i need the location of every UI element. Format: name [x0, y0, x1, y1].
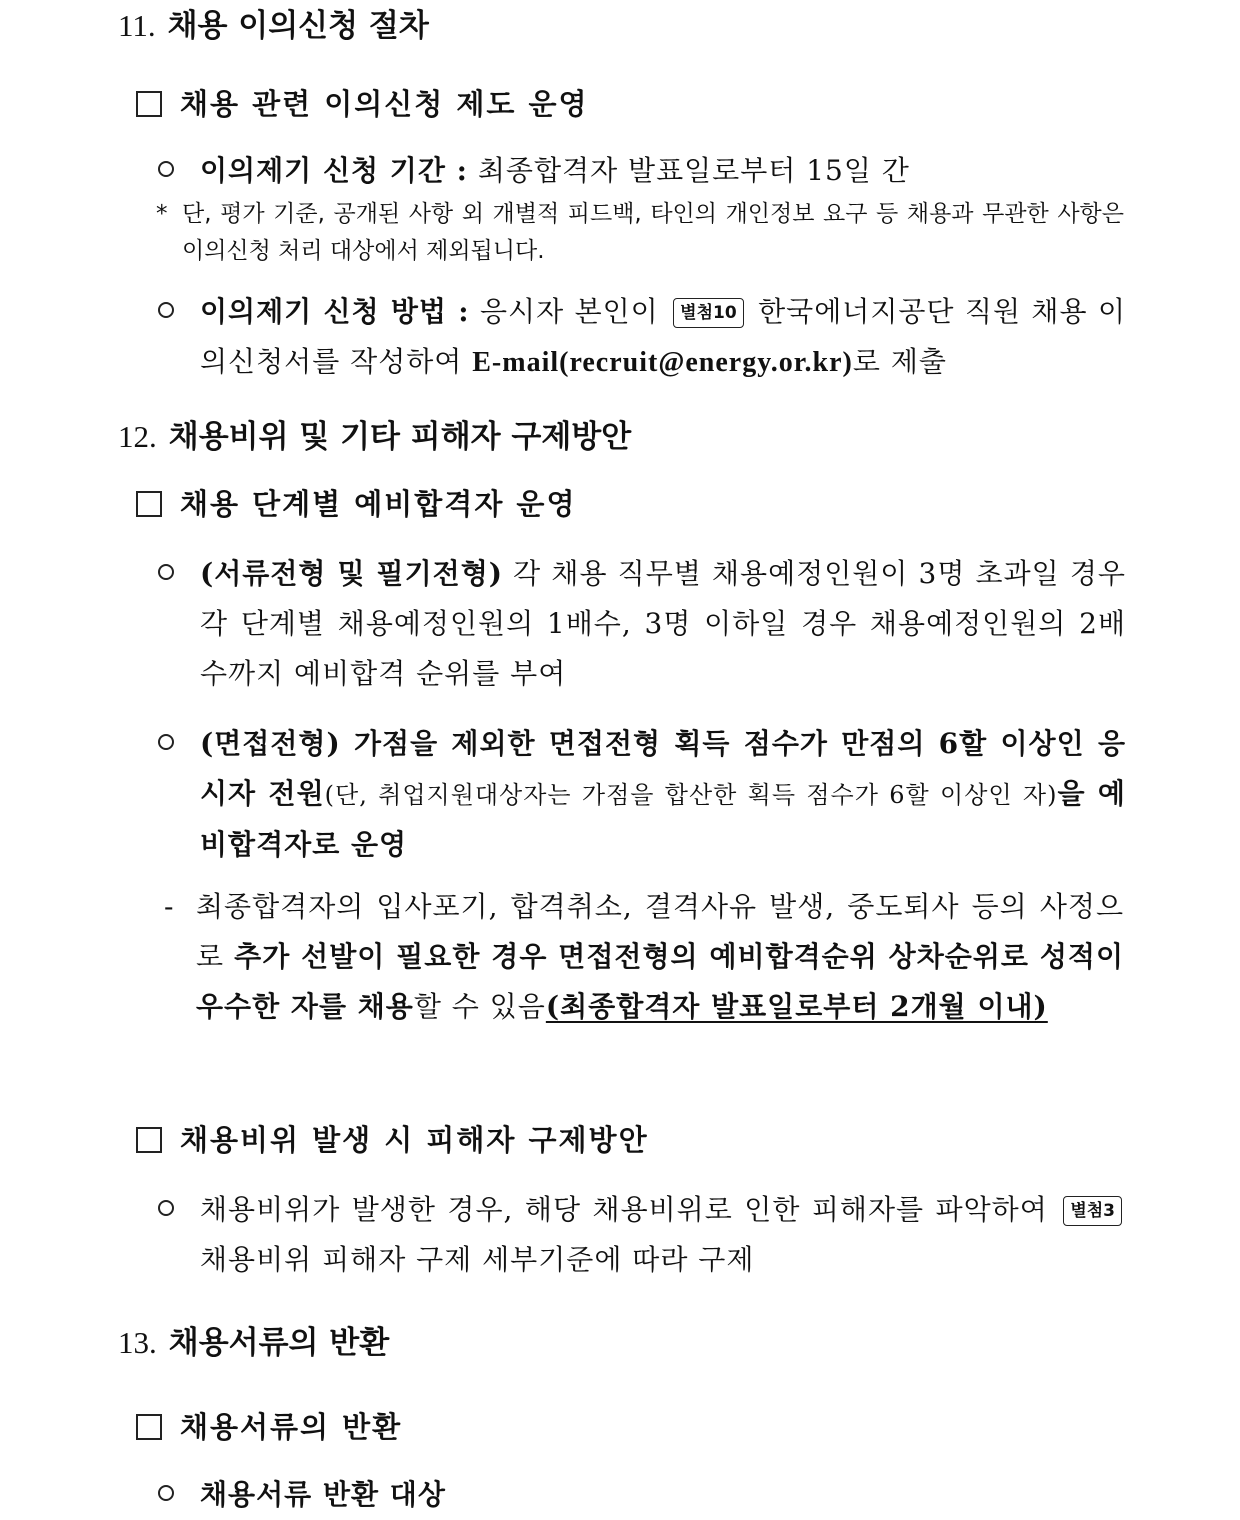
box-heading-relief: 채용비위 발생 시 피해자 구제방안: [136, 1120, 649, 1160]
dash-mark: -: [164, 890, 175, 923]
asterisk-mark: *: [156, 201, 168, 227]
section-number: 13.: [118, 1325, 157, 1360]
box-heading-reserve: 채용 단계별 예비합격자 운영: [136, 484, 576, 524]
box-heading-return: 채용서류의 반환: [136, 1407, 402, 1447]
circle-bullet-icon: [158, 549, 182, 599]
appeal-note: [156, 196, 1124, 270]
interview-note: (단, 취업지원대상자는 가점을 합산한 획득 점수가 6할 이상인 자): [324, 781, 1058, 809]
attachment-tag: 별첨3: [1063, 1196, 1122, 1226]
appeal-period-label: 이의제기 신청 기간 :: [200, 154, 468, 187]
interview-item: (면접전형) 가점을 제외한 면접전형 획득 점수가 만점의 6할 이상인 응시자 전원(단, 취업지원대상자는 가점을 합산한 획득 점수가 6할 이상인 자)을 예비합격자로 운영: [158, 719, 1126, 870]
doc-written-label: (서류전형 및 필기전형): [200, 557, 503, 590]
appeal-method-label: 이의제기 신청 방법 :: [200, 295, 470, 328]
appeal-email: E-mail(recruit@energy.or.kr): [472, 347, 853, 378]
circle-bullet-icon: [158, 719, 182, 769]
section-number: 11.: [118, 8, 156, 43]
circle-bullet-icon: [158, 1185, 182, 1235]
section-title: 채용서류의 반환: [168, 1325, 390, 1361]
box-heading-appeal: 채용 관련 이의신청 제도 운영: [136, 84, 589, 124]
square-bullet-icon: [136, 1127, 162, 1153]
square-bullet-icon: [136, 91, 162, 117]
return-target-label: 채용서류 반환 대상: [200, 1478, 446, 1511]
square-bullet-icon: [136, 1414, 162, 1440]
additional-selection-item: - 최종합격자의 입사포기, 합격취소, 결격사유 발생, 중도퇴사 등의 사정으로 추가 선발이 필요한 경우 면접전형의 예비합격순위 상차순위로 성적이 우수한 자를 채용할 수 있음(최종합격자 발표일로부터 2개월 이내): [164, 882, 1124, 1032]
section-title: 채용비위 및 기타 피해자 구제방안: [168, 419, 632, 455]
additional-selection-deadline: (최종합격자 발표일로부터 2개월 이내): [545, 990, 1048, 1023]
section-title: 채용 이의신청 절차: [167, 8, 429, 44]
doc-written-item: [158, 549, 1126, 699]
appeal-period-item: [158, 146, 1126, 196]
section-number: 12.: [118, 419, 157, 454]
section-heading-12: [118, 417, 631, 457]
appeal-method-item: 이의제기 신청 방법 : 응시자 본인이 별첨10 한국에너지공단 직원 채용 이의신청서를 작성하여 E-mail(recruit@energy.or.kr)로 제출: [158, 287, 1126, 388]
circle-bullet-icon: [158, 1470, 182, 1520]
section-heading-11: [118, 6, 429, 46]
additional-selection-bold: 추가 선발이 필요한 경우 면접전형의 예비합격순위 상차순위로 성적이 우수한 자를 채용: [196, 940, 1124, 1023]
circle-bullet-icon: [158, 287, 182, 337]
doc-written-text: 각 채용 직무별 채용예정인원이 3명 초과일 경우 각 단계별 채용예정인원의 1배수, 3명 이하일 경우 채용예정인원의 2배수까지 예비합격 순위를 부여: [200, 557, 1126, 690]
appeal-period-text: 최종합격자 발표일로부터 15일 간: [477, 154, 910, 187]
square-bullet-icon: [136, 491, 162, 517]
interview-text-bold: (면접전형) 가점을 제외한 면접전형 획득 점수가 만점의 6할 이상인 응시자 전원: [200, 727, 1126, 810]
section-heading-13: [118, 1323, 389, 1363]
appeal-note-text: 단, 평가 기준, 공개된 사항 외 개별적 피드백, 타인의 개인정보 요구 등 채용과 무관한 사항은 이의신청 처리 대상에서 제외됩니다.: [182, 201, 1124, 264]
return-target-item: [158, 1470, 1126, 1520]
circle-bullet-icon: [158, 146, 182, 196]
attachment-tag: 별첨10: [673, 298, 744, 328]
relief-item: 채용비위가 발생한 경우, 해당 채용비위로 인한 피해자를 파악하여 별첨3 채용비위 피해자 구제 세부기준에 따라 구제: [158, 1185, 1126, 1285]
